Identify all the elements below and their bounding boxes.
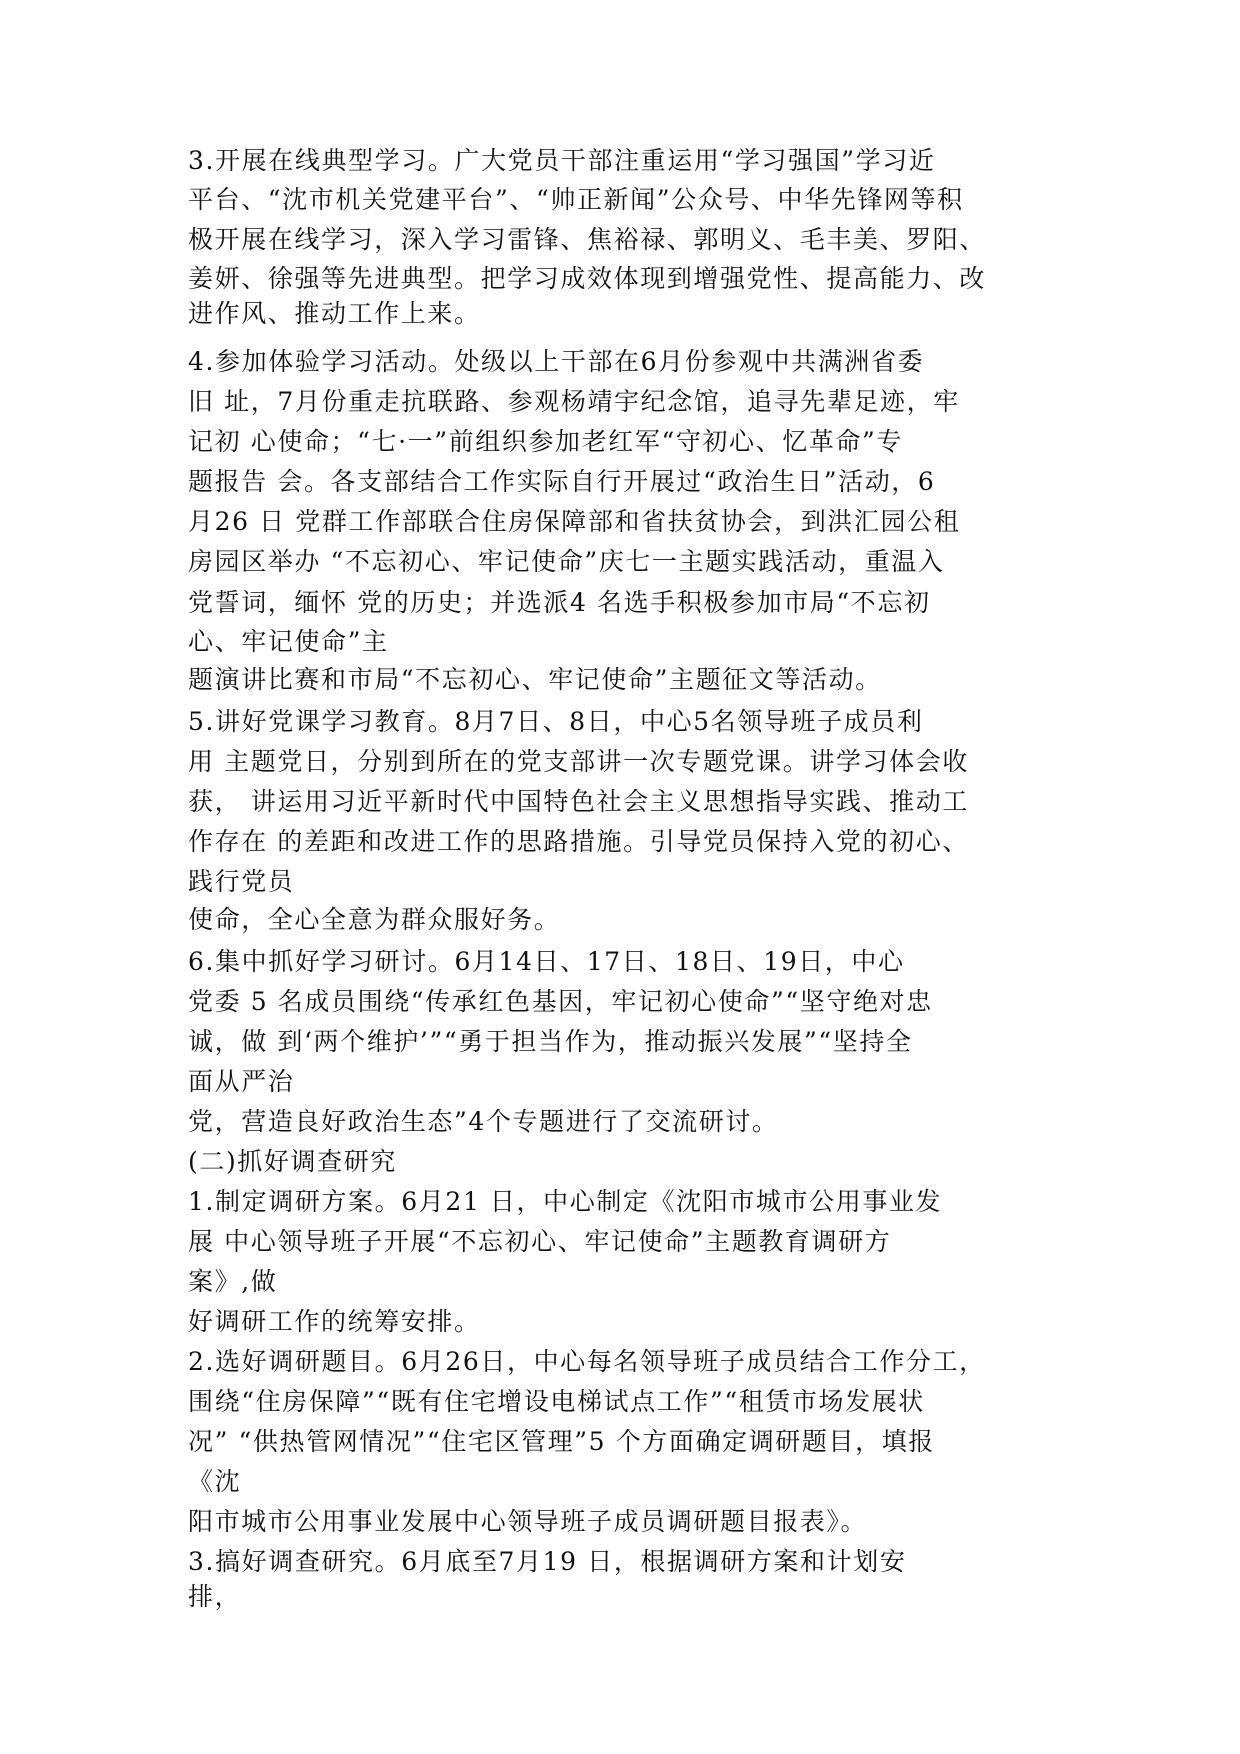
text-line: 平台、“沈市机关党建平台”、“帅正新闻”公众号、中华先锋网等积	[188, 185, 964, 214]
text-line: 6.集中抓好学习研讨。6月14日、17日、18日、19日，中心	[188, 947, 905, 976]
text-line: 极开展在线学习，深入学习雷锋、焦裕禄、郭明义、毛丰美、罗阳、	[188, 225, 987, 254]
text-line: 进作风、推动工作上来。	[188, 299, 481, 328]
text-line: 围绕“住房保障”“既有住宅增设电梯试点工作”“租赁市场发展状	[188, 1387, 925, 1416]
text-line: 好调研工作的统筹安排。	[188, 1307, 481, 1336]
text-line: 姜妍、徐强等先进典型。把学习成效体现到增强党性、提高能力、改	[188, 264, 987, 293]
text-line: 心、牢记使命”主	[188, 627, 389, 656]
text-line: 2.选好调研题目。6月26日，中心每名领导班子成员结合工作分工，	[188, 1347, 986, 1376]
text-line: 使命，全心全意为群众服好务。	[188, 905, 561, 934]
text-line: 题报告 会。各支部结合工作实际自行开展过“政治生日”活动，6	[188, 467, 936, 496]
text-line: 用 主题党日，分别到所在的党支部讲一次专题党课。讲学习体会收	[188, 747, 969, 776]
text-line: 党誓词，缅怀 党的历史；并选派4 名选手积极参加市局“不忘初	[188, 588, 931, 617]
text-line: 旧 址，7月份重走抗联路、参观杨靖宇纪念馆，追寻先辈足迹，牢	[188, 387, 960, 416]
text-line: 5.讲好党课学习教育。8月7日、8日，中心5名领导班子成员利	[188, 707, 924, 736]
text-line: 党委 5 名成员围绕“传承红色基因，牢记初心使命”“坚守绝对忠	[188, 987, 933, 1016]
text-line: 诚，做 到‘两个维护’”“勇于担当作为，推动振兴发展”“坚持全	[188, 1027, 913, 1056]
section-heading: (二)抓好调查研究	[188, 1147, 397, 1176]
text-line: 获， 讲运用习近平新时代中国特色社会主义思想指导实践、推动工	[188, 787, 969, 816]
text-line: 1.制定调研方案。6月21 日，中心制定《沈阳市城市公用事业发	[188, 1187, 943, 1216]
text-line: 作存在 的差距和改进工作的思路措施。引导党员保持入党的初心、	[188, 827, 969, 856]
text-line: 阳市城市公用事业发展中心领导班子成员调研题目报表》。	[188, 1507, 868, 1536]
text-line: 排，	[188, 1582, 242, 1611]
text-line: 3.开展在线典型学习。广大党员干部注重运用“学习强国”学习近	[188, 146, 936, 175]
text-line: 展 中心领导班子开展“不忘初心、牢记使命”主题教育调研方	[188, 1227, 892, 1256]
text-line: 房园区举办 “不忘初心、牢记使命”庆七一主题实践活动，重温入	[188, 547, 945, 576]
text-line: 案》,做	[188, 1267, 278, 1296]
text-line: 《沈	[188, 1467, 242, 1496]
text-line: 况” “供热管网情况”“住宅区管理”5 个方面确定调研题目，填报	[188, 1427, 935, 1456]
text-line: 3.搞好调查研究。6月底至7月19 日，根据调研方案和计划安	[188, 1547, 907, 1576]
text-line: 党，营造良好政治生态”4个专题进行了交流研讨。	[188, 1107, 779, 1136]
text-line: 月26 日 党群工作部联合住房保障部和省扶贫协会，到洪汇园公租	[188, 507, 961, 536]
text-line: 4.参加体验学习活动。处级以上干部在6月份参观中共满洲省委	[188, 347, 925, 376]
text-line: 题演讲比赛和市局“不忘初心、牢记使命”主题征文等活动。	[188, 665, 882, 694]
text-line: 践行党员	[188, 867, 295, 896]
text-line: 面从严治	[188, 1067, 295, 1096]
text-line: 记初 心使命；“七·一”前组织参加老红军“守初心、忆革命”专	[188, 427, 904, 456]
